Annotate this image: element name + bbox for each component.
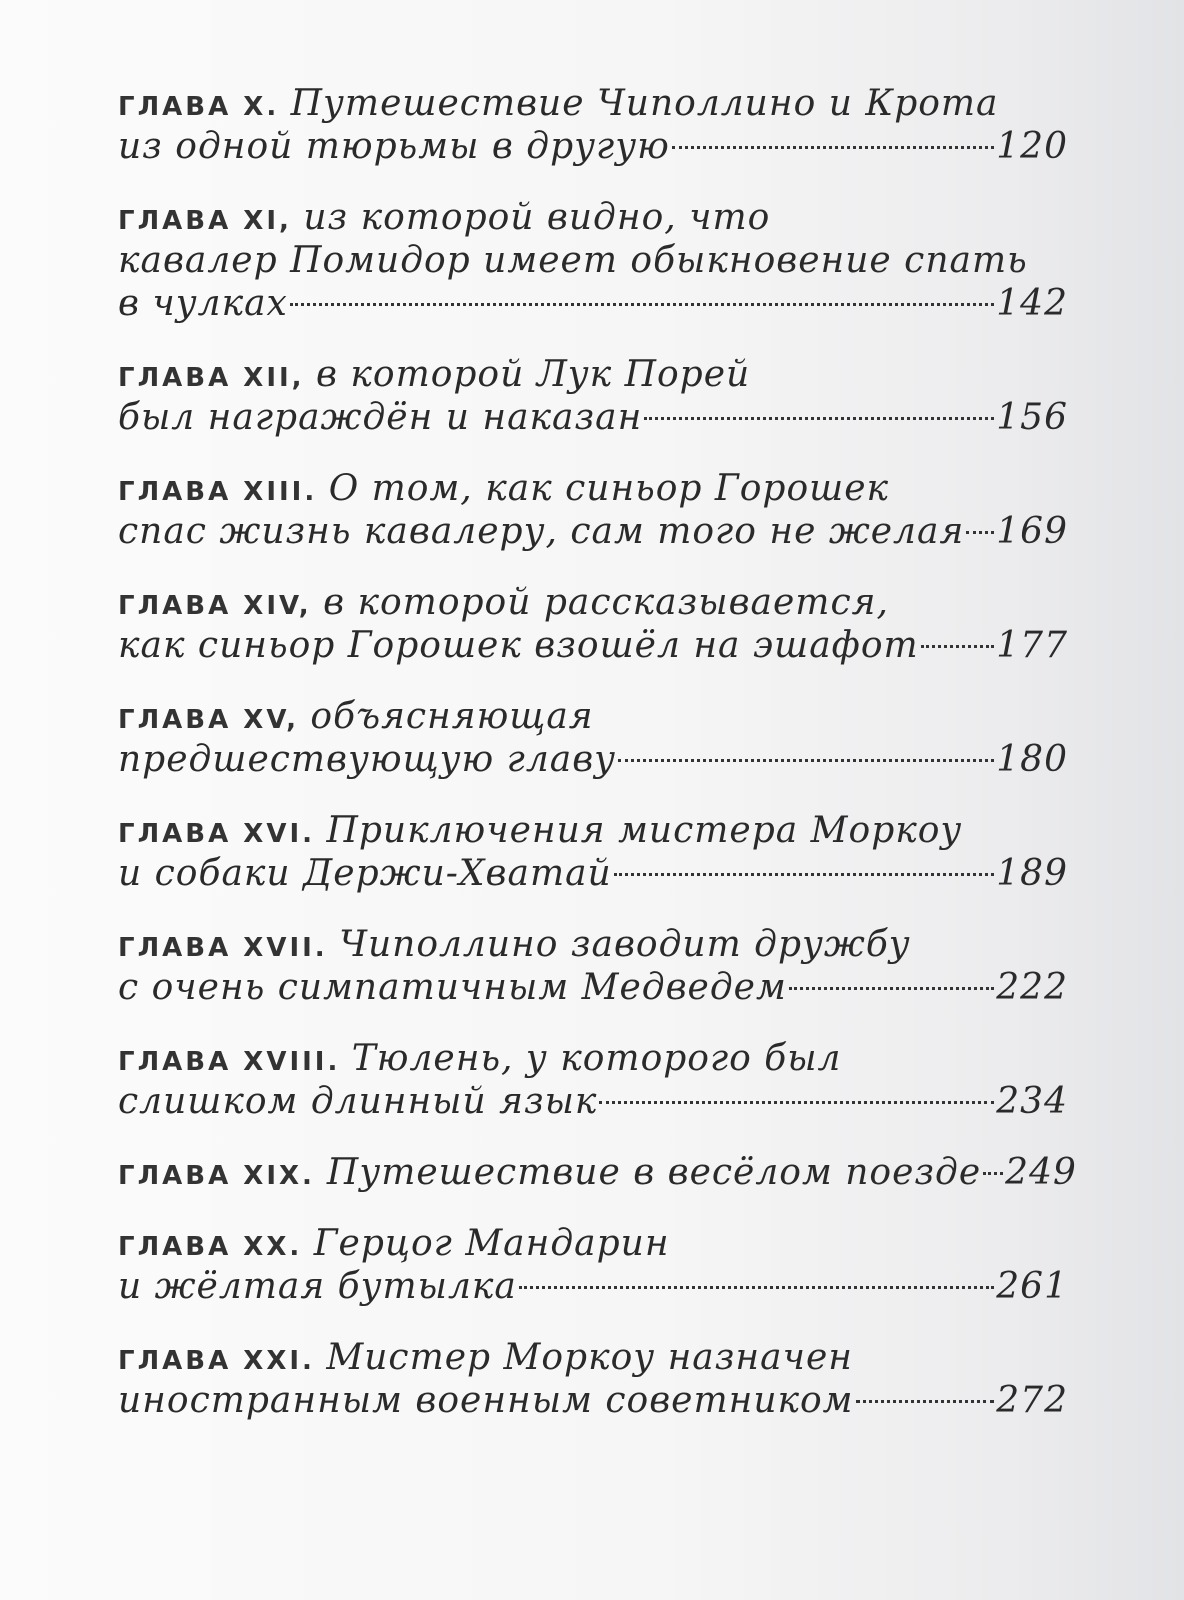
dotted-leader (966, 531, 994, 534)
chapter-title-line: Тюлень, у которого был (351, 1038, 842, 1079)
toc-entry-last-line (118, 1379, 1068, 1422)
toc-entry-line (118, 923, 1068, 966)
toc-entry (118, 82, 1068, 168)
chapter-label: ГЛАВА XIX. (118, 1161, 315, 1191)
toc-entry-line (118, 196, 1068, 239)
toc-entry (118, 467, 1068, 553)
chapter-title-line: иностранным военным советником (118, 1380, 854, 1421)
chapter-title-line: с очень симпатичным Медведем (118, 967, 787, 1008)
chapter-title-line: кавалер Помидор имеет обыкновение спать (118, 240, 1028, 281)
toc-entry-last-line (118, 282, 1068, 325)
chapter-title-line: Чиполлино заводит дружбу (339, 924, 911, 965)
page-number: 222 (996, 967, 1068, 1008)
chapter-label: ГЛАВА XV, (118, 705, 299, 735)
dotted-leader (856, 1400, 995, 1403)
dotted-leader (921, 645, 995, 648)
chapter-label: ГЛАВА XVIII. (118, 1047, 341, 1077)
toc-entry-line (118, 581, 1068, 624)
page-number: 261 (996, 1266, 1068, 1307)
toc-entry-line (118, 695, 1068, 738)
toc-entry (118, 1151, 1077, 1194)
chapter-label: ГЛАВА XX. (118, 1232, 303, 1262)
chapter-title-line: Приключения мистера Моркоу (326, 810, 963, 851)
toc-entry-line (118, 809, 1068, 852)
chapter-title-line: объясняющая (310, 696, 594, 737)
toc-entry-line (118, 82, 1068, 125)
toc-entry-last-line (118, 1265, 1068, 1308)
chapter-label: ГЛАВА XIII. (118, 477, 318, 507)
chapter-title-line: и жёлтая бутылка (118, 1266, 517, 1307)
page-number: 272 (996, 1380, 1068, 1421)
table-of-contents (118, 82, 1077, 1450)
chapter-label: ГЛАВА XXI. (118, 1346, 315, 1376)
toc-entry-line (118, 353, 1068, 396)
toc-entry-last-line (118, 510, 1068, 553)
chapter-label: ГЛАВА XVI. (118, 819, 315, 849)
chapter-title-line: из которой видно, что (303, 197, 771, 238)
toc-entry (118, 196, 1068, 325)
toc-entry (118, 695, 1068, 781)
page-number: 189 (996, 853, 1068, 894)
chapter-title-line: из одной тюрьмы в другую (118, 126, 670, 167)
chapter-title-line: О том, как синьор Горошек (328, 468, 890, 509)
dotted-leader (599, 1101, 994, 1104)
page-number: 156 (996, 397, 1068, 438)
chapter-title-line: слишком длинный язык (118, 1081, 598, 1122)
chapter-label: ГЛАВА X. (118, 92, 280, 122)
chapter-label: ГЛАВА XVII. (118, 933, 328, 963)
toc-entry (118, 1222, 1068, 1308)
chapter-title-line: Герцог Мандарин (313, 1223, 670, 1264)
toc-entry-last-line (118, 125, 1068, 168)
toc-entry (118, 1336, 1068, 1422)
page-number: 234 (996, 1081, 1068, 1122)
chapter-title-line: Мистер Моркоу назначен (326, 1337, 853, 1378)
toc-entry-last-line (118, 852, 1068, 895)
page-number: 180 (996, 739, 1068, 780)
toc-entry-line (118, 1336, 1068, 1379)
chapter-label: ГЛАВА XIV, (118, 591, 312, 621)
toc-entry (118, 581, 1068, 667)
dotted-leader (644, 417, 994, 420)
toc-entry-last-line (118, 966, 1068, 1009)
toc-entry-line (118, 239, 1068, 282)
chapter-label: ГЛАВА XI, (118, 206, 292, 236)
page-number: 249 (1005, 1152, 1077, 1193)
toc-entry-last-line (118, 1080, 1068, 1123)
dotted-leader (983, 1172, 1003, 1175)
dotted-leader (618, 759, 994, 762)
chapter-title-line: и собаки Держи-Хватай (118, 853, 612, 894)
toc-entry-last-line (118, 1151, 1077, 1194)
toc-entry-last-line (118, 624, 1068, 667)
chapter-title-line: спас жизнь кавалеру, сам того не желая (118, 511, 965, 552)
chapter-title-line: предшествующую главу (118, 739, 617, 780)
chapter-title-line: Путешествие Чиполлино и Крота (290, 83, 999, 124)
toc-entry-line (118, 467, 1068, 510)
toc-entry-last-line (118, 396, 1068, 439)
toc-entry (118, 923, 1068, 1009)
toc-entry-last-line (118, 738, 1068, 781)
chapter-label: ГЛАВА XII, (118, 363, 305, 393)
chapter-title-line: в чулках (118, 283, 288, 324)
page-number: 120 (996, 126, 1068, 167)
page-number: 169 (996, 511, 1068, 552)
dotted-leader (789, 987, 994, 990)
dotted-leader (672, 146, 995, 149)
toc-entry-line (118, 1222, 1068, 1265)
chapter-title-line: был награждён и наказан (118, 397, 643, 438)
toc-entry (118, 1037, 1068, 1123)
dotted-leader (290, 303, 994, 306)
page-number: 142 (996, 283, 1068, 324)
chapter-title-line: в которой Лук Порей (316, 354, 751, 395)
toc-entry (118, 809, 1068, 895)
toc-entry-line (118, 1037, 1068, 1080)
dotted-leader (614, 873, 995, 876)
toc-entry (118, 353, 1068, 439)
chapter-title-line: Путешествие в весёлом поезде (326, 1152, 982, 1193)
page-number: 177 (996, 625, 1068, 666)
dotted-leader (519, 1286, 994, 1289)
chapter-title-line: как синьор Горошек взошёл на эшафот (118, 625, 919, 666)
chapter-title-line: в которой рассказывается, (323, 582, 889, 623)
